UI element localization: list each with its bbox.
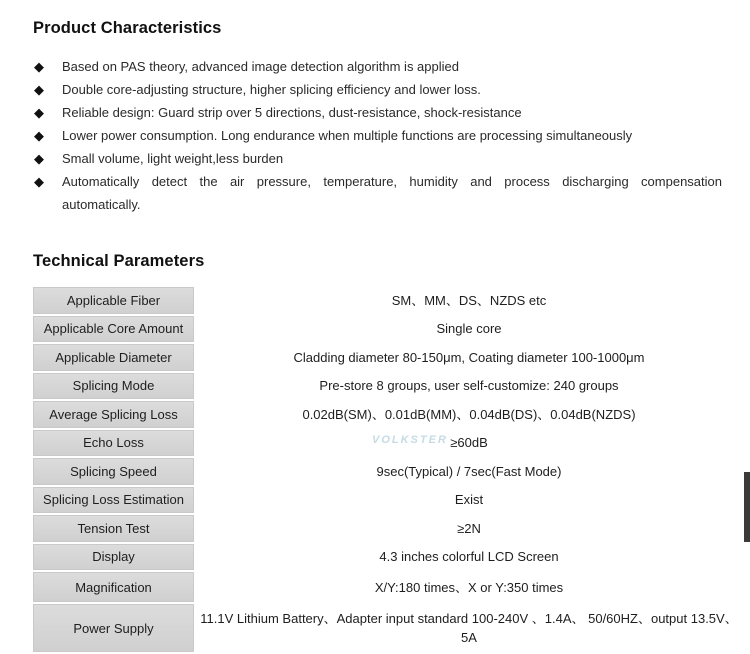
- param-label: Display: [33, 544, 194, 571]
- param-label: Splicing Mode: [33, 373, 194, 400]
- param-value: ≥60dB: [450, 435, 488, 451]
- param-label: Applicable Diameter: [33, 344, 194, 371]
- list-item: [0, 78, 750, 101]
- feature-text: Reliable design: Guard strip over 5 directions, dust-resistance, shock-resistance: [62, 105, 522, 120]
- param-value: Single core: [436, 321, 502, 337]
- param-value: Pre-store 8 groups, user self-customize: 240 groups: [319, 378, 619, 394]
- diamond-bullet-icon: ◆: [34, 82, 44, 97]
- table-row: [30, 487, 744, 514]
- table-row: [30, 344, 744, 371]
- list-item: [0, 170, 750, 216]
- list-item: [0, 101, 750, 124]
- param-label: Splicing Loss Estimation: [33, 487, 194, 514]
- feature-text: Small volume, light weight,less burden: [62, 151, 284, 166]
- table-row: [30, 287, 744, 314]
- feature-text: Based on PAS theory, advanced image detection algorithm is applied: [62, 59, 459, 74]
- diamond-bullet-icon: ◆: [34, 59, 44, 74]
- diamond-bullet-icon: ◆: [34, 105, 44, 120]
- param-value: SM、MM、DS、NZDS etc: [391, 292, 547, 308]
- param-label: Splicing Speed: [33, 458, 194, 485]
- param-label: Echo Loss: [33, 430, 194, 457]
- param-label: Average Splicing Loss: [33, 401, 194, 428]
- param-label: Applicable Fiber: [33, 287, 194, 314]
- list-item: [0, 147, 750, 170]
- param-label: Tension Test: [33, 515, 194, 542]
- page-edge-divider: [744, 472, 750, 542]
- table-row: [30, 515, 744, 542]
- list-item: [0, 124, 750, 147]
- diamond-bullet-icon: ◆: [34, 174, 44, 189]
- param-value: X/Y:180 times、X or Y:350 times: [374, 579, 564, 595]
- param-label: Applicable Core Amount: [33, 316, 194, 343]
- characteristics-list: [0, 55, 750, 216]
- param-value: 11.1V Lithium Battery、Adapter input standard 100-240V 、1.4A、 50/60HZ、output 13.5V、5A: [200, 611, 738, 645]
- param-value: 4.3 inches colorful LCD Screen: [379, 549, 559, 565]
- table-row: [30, 572, 744, 602]
- product-characteristics-heading: Product Characteristics: [33, 19, 222, 37]
- table-row: [30, 401, 744, 428]
- param-label: Power Supply: [33, 604, 194, 652]
- list-item: [0, 55, 750, 78]
- brand-watermark: VOLKSTER: [372, 434, 448, 446]
- param-label: Magnification: [33, 572, 194, 602]
- table-row: [30, 544, 744, 571]
- table-row: [30, 604, 744, 652]
- feature-text: Lower power consumption. Long endurance when multiple functions are processing simultaneously: [62, 128, 633, 143]
- table-row: [30, 458, 744, 485]
- table-row: [30, 373, 744, 400]
- param-value: ≥2N: [457, 520, 481, 536]
- technical-parameters-table: [30, 287, 744, 654]
- param-value: Cladding diameter 80-150μm, Coating diameter 100-1000μm: [293, 349, 645, 365]
- diamond-bullet-icon: ◆: [34, 128, 44, 143]
- table-row: [30, 316, 744, 343]
- param-value: 9sec(Typical) / 7sec(Fast Mode): [376, 463, 562, 479]
- technical-parameters-heading: Technical Parameters: [33, 252, 205, 270]
- param-value: 0.02dB(SM)、0.01dB(MM)、0.04dB(DS)、0.04dB(NZDS): [302, 406, 636, 422]
- feature-text: Automatically detect the air pressure, temperature, humidity and process discharging compensation automatically.: [62, 174, 722, 212]
- feature-text: Double core-adjusting structure, higher splicing efficiency and lower loss.: [62, 82, 481, 97]
- param-value: Exist: [454, 492, 484, 508]
- diamond-bullet-icon: ◆: [34, 151, 44, 166]
